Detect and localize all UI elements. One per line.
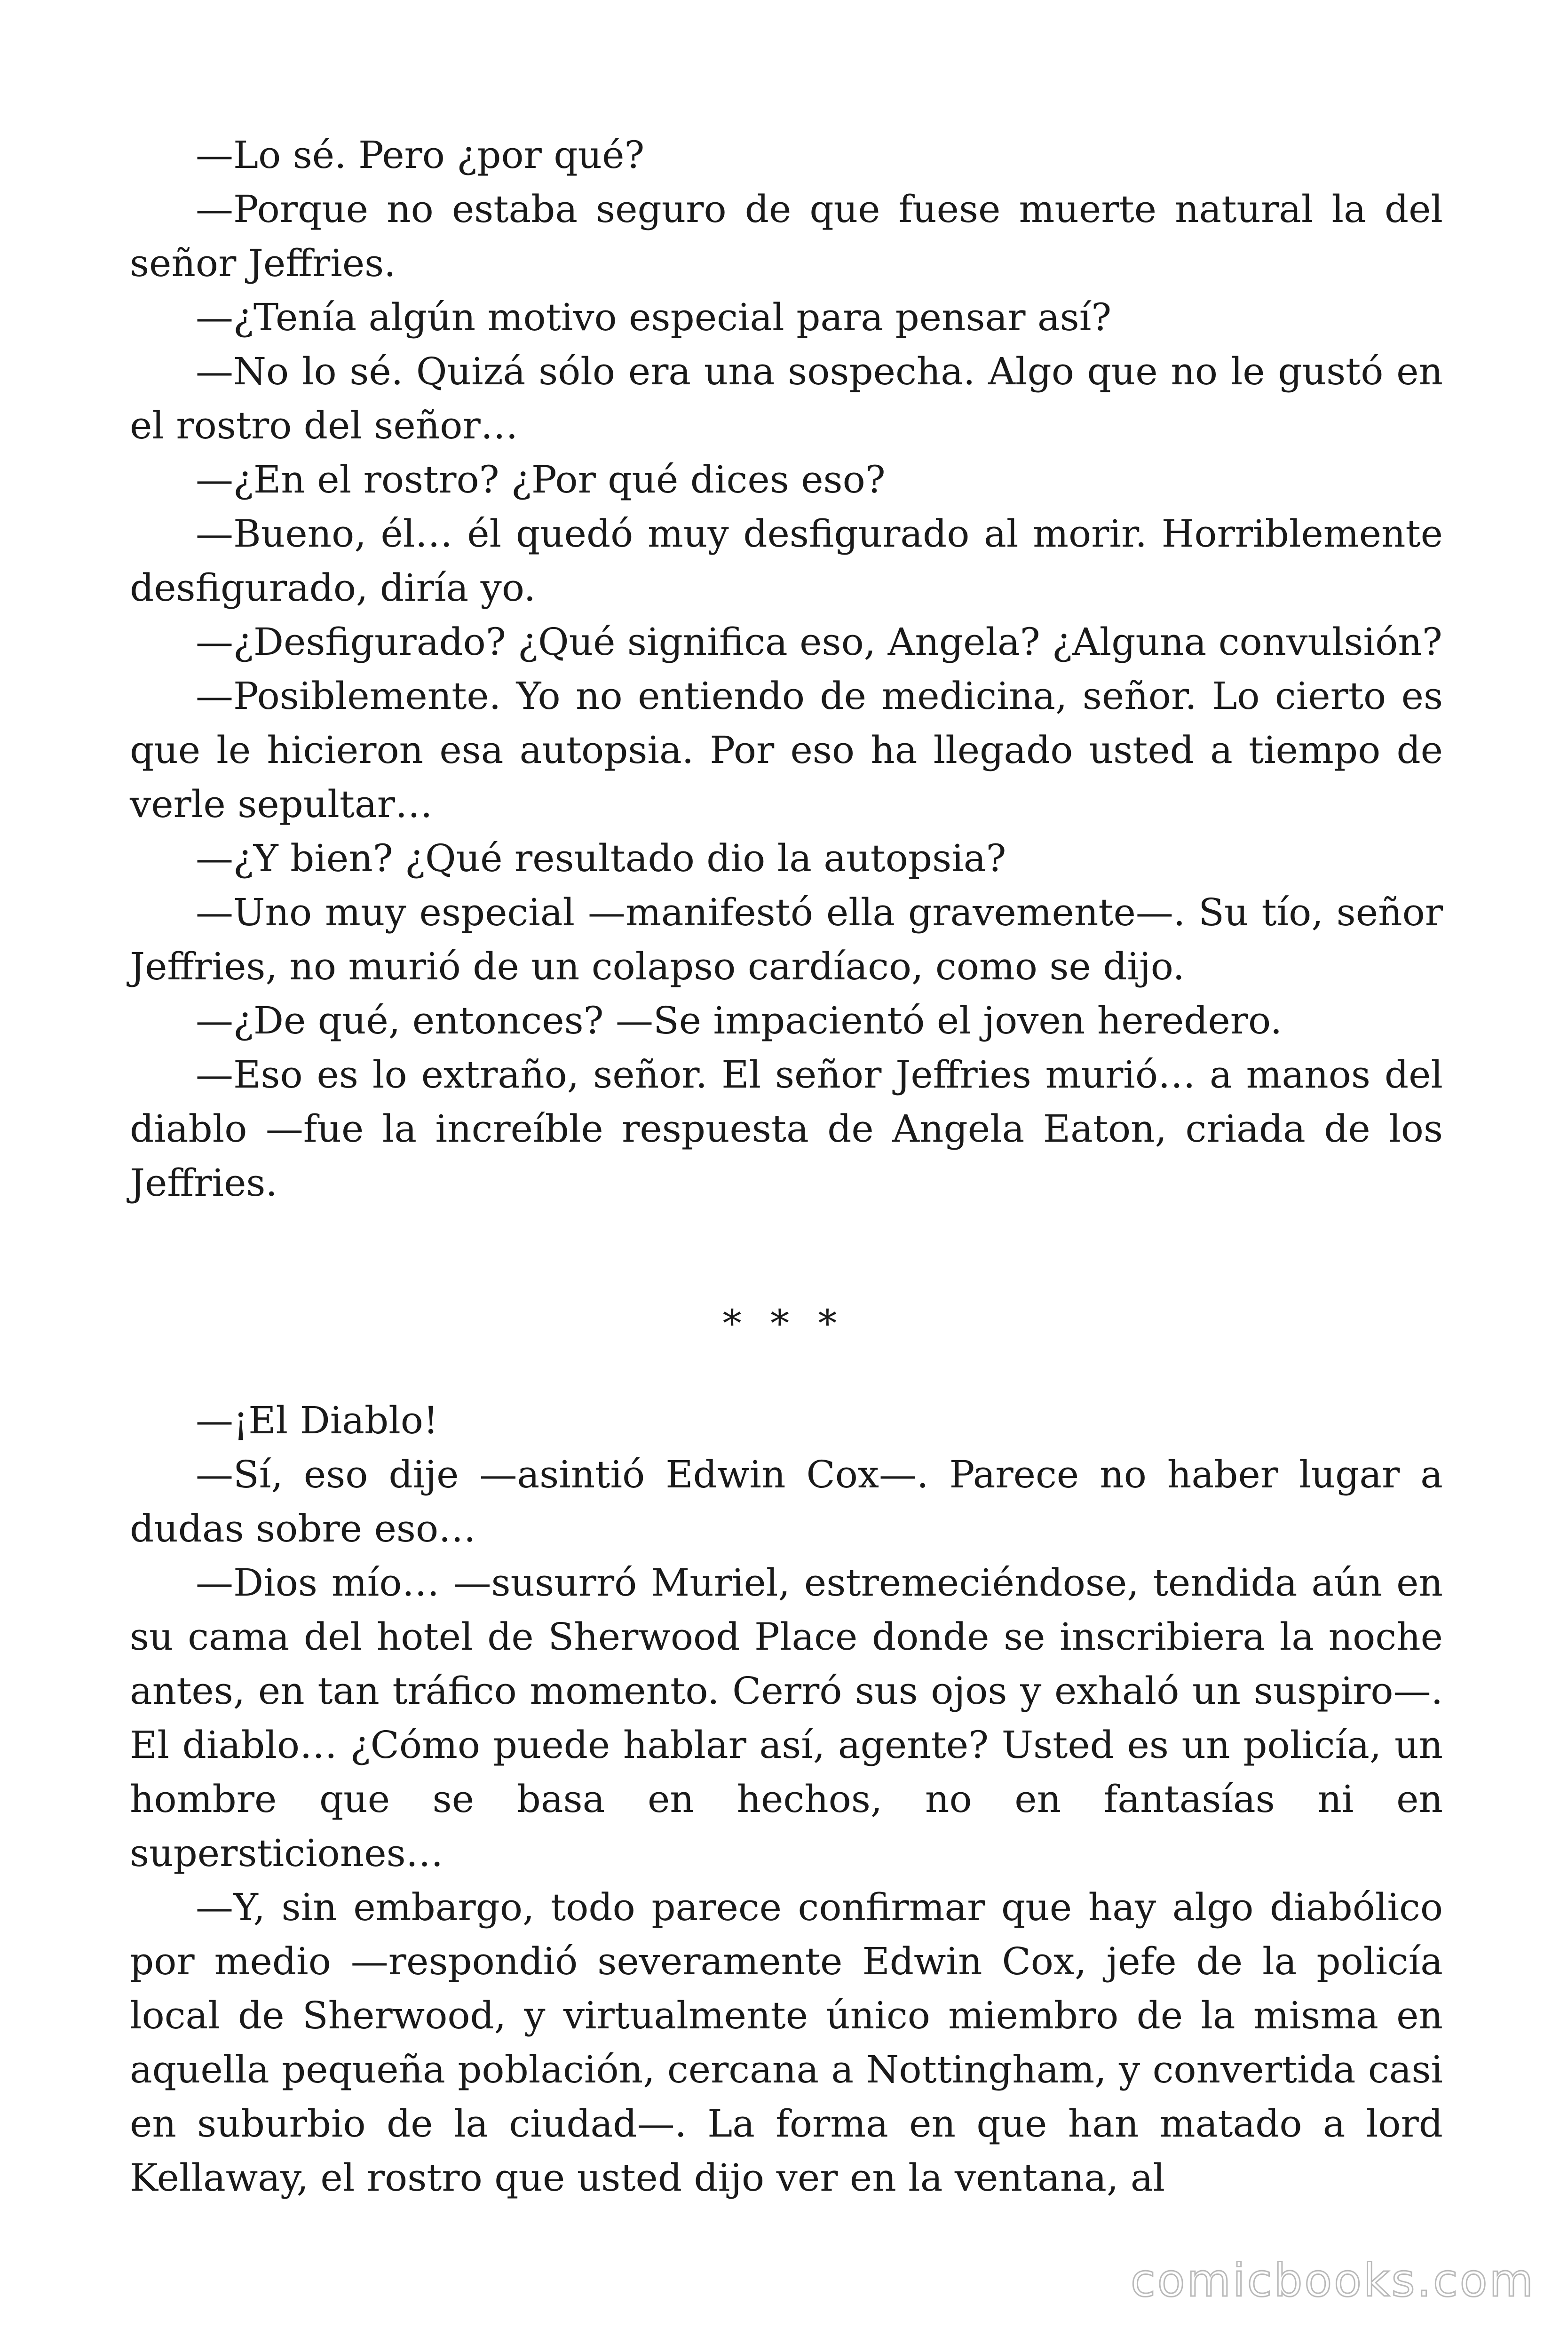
paragraph: —Dios mío… —susurró Muriel, estremeciéndose, tendida aún en su cama del hotel de Sherwood Place donde se inscribiera la noche antes, en tan tráfico momento. Cerró sus ojos y exhaló un suspiro—. El diablo… ¿Cómo puede hablar así, agente? Usted es un policía, un hombre que se basa en hechos, no en fantasías ni en supersticiones… (130, 1561, 1443, 1875)
text-section-two (130, 1393, 1443, 2205)
paragraph: —Posiblemente. Yo no entiendo de medicina, señor. Lo cierto es que le hicieron esa autopsia. Por eso ha llegado usted a tiempo de verle sepultar… (130, 674, 1443, 826)
paragraph: —¿En el rostro? ¿Por qué dices eso? (196, 458, 886, 501)
paragraph: —Eso es lo extraño, señor. El señor Jeffries murió… a manos del diablo —fue la increíble respuesta de Angela Eaton, criada de los Jeffries. (130, 1053, 1443, 1205)
paragraph: —Lo sé. Pero ¿por qué? (196, 133, 645, 177)
paragraph: —¿De qué, entonces? —Se impacientó el joven heredero. (196, 999, 1283, 1042)
paragraph: —Bueno, él… él quedó muy desfigurado al morir. Horriblemente desfigurado, diría yo. (130, 512, 1443, 610)
section-separator: * * * (722, 1302, 846, 1345)
paragraph: —Uno muy especial —manifestó ella gravemente—. Su tío, señor Jeffries, no murió de un colapso cardíaco, como se dijo. (130, 890, 1443, 988)
paragraph: —Y, sin embargo, todo parece confirmar que hay algo diabólico por medio —respondió severamente Edwin Cox, jefe de la policía local de Sherwood, y virtualmente único miembro de la misma en aquella pequeña población, cercana a Nottingham, y convertida casi en suburbio de la ciudad—. La forma en que han matado a lord Kellaway, el rostro que usted dijo ver en la ventana, al (130, 1885, 1443, 2200)
text-section-one (130, 128, 1443, 1210)
watermark: comicbooks.com (1130, 2254, 1535, 2307)
paragraph: —¡El Diablo! (196, 1398, 439, 1442)
paragraph: —¿Y bien? ¿Qué resultado dio la autopsia? (196, 836, 1006, 880)
paragraph: —¿Desfigurado? ¿Qué significa eso, Angela? ¿Alguna convulsión? (196, 620, 1442, 664)
paragraph: —Porque no estaba seguro de que fuese muerte natural la del señor Jeffries. (130, 187, 1443, 285)
paragraph: —Sí, eso dije —asintió Edwin Cox—. Parece no haber lugar a dudas sobre eso… (130, 1453, 1443, 1550)
paragraph: —¿Tenía algún motivo especial para pensar así? (196, 295, 1112, 339)
paragraph: —No lo sé. Quizá sólo era una sospecha. Algo que no le gustó en el rostro del señor… (130, 350, 1443, 447)
